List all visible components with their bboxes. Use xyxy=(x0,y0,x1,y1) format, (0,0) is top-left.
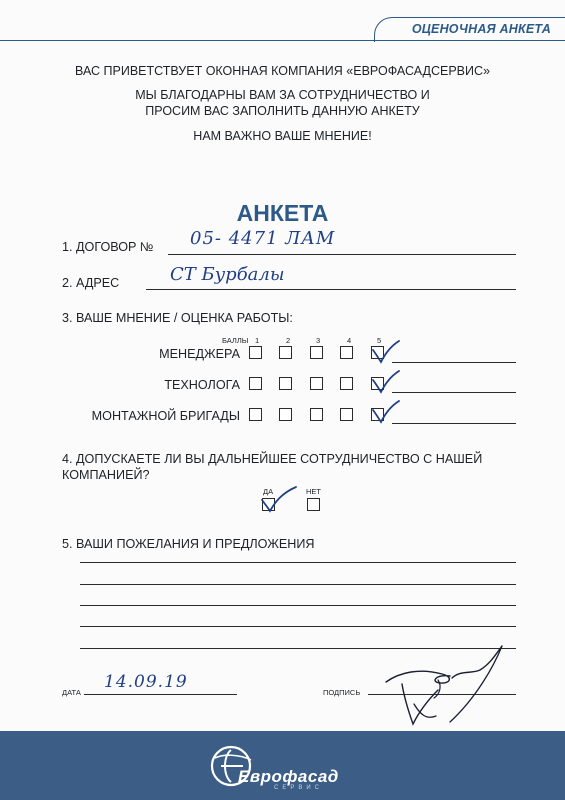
header-title: ОЦЕНОЧНАЯ АНКЕТА xyxy=(411,22,551,36)
rating-technologist-4-checkbox[interactable] xyxy=(340,377,353,390)
address-handwritten[interactable]: СТ Бурбалы xyxy=(170,264,285,285)
form-title: АНКЕТА xyxy=(236,200,329,226)
no-checkbox[interactable] xyxy=(307,498,320,511)
score-column-4: 4 xyxy=(347,336,352,345)
score-column-3: 3 xyxy=(316,336,321,345)
rating-manager-5-check-mark xyxy=(368,340,402,364)
rating-row-manager-label: МЕНЕДЖЕРА xyxy=(159,347,240,361)
suggestions-line-4 xyxy=(80,626,516,627)
company-logo-text: Еврофасад xyxy=(238,767,339,786)
suggestions-line-2 xyxy=(80,584,516,585)
rating-question-label: 3. ВАШЕ МНЕНИЕ / ОЦЕНКА РАБОТЫ: xyxy=(62,311,293,325)
score-column-2: 2 xyxy=(286,336,291,345)
intro-line-1: ВАС ПРИВЕТСТВУЕТ ОКОННАЯ КОМПАНИЯ «ЕВРОФАСАДСЕРВИС» xyxy=(75,64,490,78)
rating-technologist-1-checkbox[interactable] xyxy=(249,377,262,390)
rating-installers-2-checkbox[interactable] xyxy=(279,408,292,421)
suggestions-line-1 xyxy=(80,562,516,563)
rating-installers-3-checkbox[interactable] xyxy=(310,408,323,421)
rating-technologist-comment-line xyxy=(392,392,516,393)
rating-installers-1-checkbox[interactable] xyxy=(249,408,262,421)
company-logo-subtitle: СЕРВИС xyxy=(274,785,323,791)
date-underline xyxy=(84,694,237,695)
rating-technologist-5-check-mark xyxy=(368,370,402,394)
scores-caption: БАЛЛЫ xyxy=(222,336,249,345)
contract-label: 1. ДОГОВОР № xyxy=(62,240,154,254)
handwritten-signature xyxy=(380,644,510,734)
intro-line-3: ПРОСИМ ВАС ЗАПОЛНИТЬ ДАННУЮ АНКЕТУ xyxy=(145,104,420,118)
rating-installers-4-checkbox[interactable] xyxy=(340,408,353,421)
cooperation-question-line-1: 4. ДОПУСКАЕТЕ ЛИ ВЫ ДАЛЬНЕЙШЕЕ СОТРУДНИЧЕСТВО С НАШЕЙ xyxy=(62,452,483,466)
address-underline xyxy=(146,289,516,290)
rating-installers-comment-line xyxy=(392,423,516,424)
rating-row-technologist-label: ТЕХНОЛОГА xyxy=(164,378,240,392)
contract-underline xyxy=(168,254,516,255)
score-column-5: 5 xyxy=(377,336,382,345)
rating-manager-4-checkbox[interactable] xyxy=(340,346,353,359)
rating-row-installers-label: МОНТАЖНОЙ БРИГАДЫ xyxy=(91,409,240,423)
signature-label: ПОДПИСЬ xyxy=(323,688,361,697)
score-column-1: 1 xyxy=(255,336,260,345)
rating-manager-2-checkbox[interactable] xyxy=(279,346,292,359)
rating-manager-1-checkbox[interactable] xyxy=(249,346,262,359)
yes-label: ДА xyxy=(263,487,274,496)
date-label: ДАТА xyxy=(62,688,81,697)
rating-technologist-2-checkbox[interactable] xyxy=(279,377,292,390)
no-label: НЕТ xyxy=(306,487,321,496)
address-label: 2. АДРЕС xyxy=(62,276,120,290)
header-rule xyxy=(0,40,565,41)
yes-check-mark xyxy=(258,484,298,514)
rating-manager-comment-line xyxy=(392,362,516,363)
rating-installers-5-check-mark xyxy=(368,400,402,424)
intro-line-4: НАМ ВАЖНО ВАШЕ МНЕНИЕ! xyxy=(193,129,372,143)
rating-manager-3-checkbox[interactable] xyxy=(310,346,323,359)
date-handwritten[interactable]: 14.09.19 xyxy=(104,672,188,692)
rating-technologist-3-checkbox[interactable] xyxy=(310,377,323,390)
suggestions-line-3 xyxy=(80,605,516,606)
cooperation-question-line-2: КОМПАНИЕЙ? xyxy=(62,468,150,482)
intro-line-2: МЫ БЛАГОДАРНЫ ВАМ ЗА СОТРУДНИЧЕСТВО И xyxy=(135,88,430,102)
suggestions-label: 5. ВАШИ ПОЖЕЛАНИЯ И ПРЕДЛОЖЕНИЯ xyxy=(62,537,315,551)
contract-number-handwritten[interactable]: 05- 4471 ЛАМ xyxy=(190,228,336,249)
